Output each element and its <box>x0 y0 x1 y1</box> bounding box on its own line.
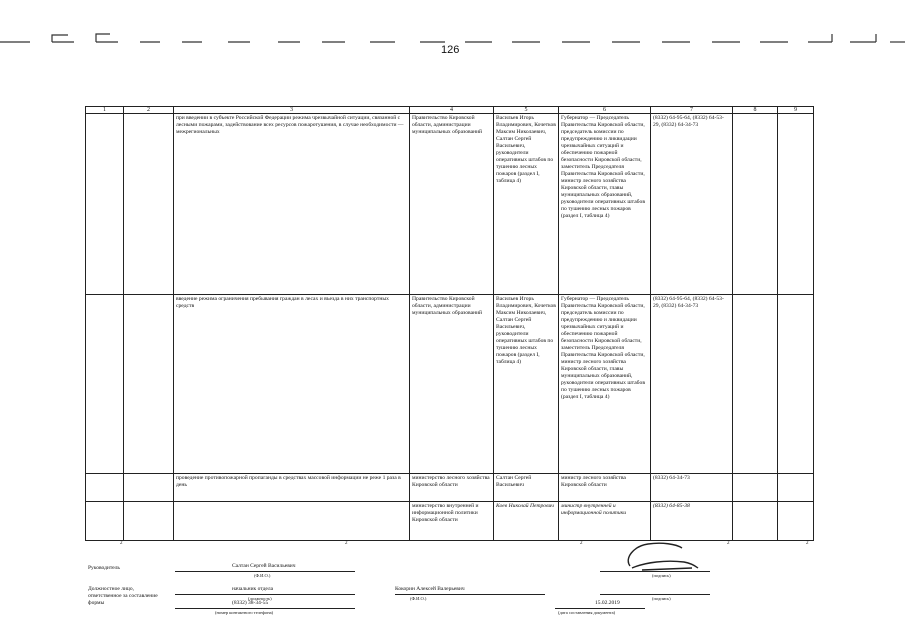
header-cell: 6 <box>559 107 651 114</box>
head-label: Руководитель <box>88 565 120 571</box>
position-cell: министр внутренней и информационной политики <box>559 502 651 541</box>
executor-name-underline <box>395 594 545 595</box>
table-row <box>86 114 814 295</box>
measure-cell <box>174 502 410 541</box>
header-cell: 5 <box>494 107 559 114</box>
head-name-underline <box>175 571 355 572</box>
empty-cell <box>733 295 778 474</box>
head-name-caption: (Ф.И.О.) <box>254 573 271 578</box>
measure-cell: введение режима ограничения пребывания граждан в лесах и въезда в них транспортных средств <box>174 295 410 474</box>
header-cell: 1 <box>86 107 124 114</box>
empty-cell <box>778 474 814 502</box>
empty-cell <box>778 502 814 541</box>
header-cell: 7 <box>651 107 733 114</box>
executor-phone-caption: (номер контактного телефона) <box>215 610 274 615</box>
executor-position-caption: (должность) <box>248 596 272 601</box>
empty-cell <box>778 114 814 295</box>
empty-cell <box>733 114 778 295</box>
executor-name: Кокорин Алексей Валерьевич <box>395 586 465 592</box>
head-signature-underline <box>600 571 710 572</box>
empty-cell <box>733 502 778 541</box>
executor-phone: (8332) 38-34-55 <box>232 600 269 606</box>
measure-cell: проведение противопожарной пропаганды в средствах массовой информации не реже 1 раза в день <box>174 474 410 502</box>
phone-cell: (8332) 64-95-64, (8332) 64-53-29, (8332) 64-34-73 <box>651 114 733 295</box>
empty-cell <box>124 502 174 541</box>
position-cell: Губернатор — Председатель Правительства Кировской области, председатель комиссии по предупреждению и ликвидации чрезвычайных ситуаций и обеспечению пожарной безопасности Кировской области, заместитель Председателя Правительства Кировской области, министр лесного хозяйства Кировской области, главы муниципальных образований, руководители оперативных штабов по тушению лесных пожаров (раздел I, таблица 4) <box>559 114 651 295</box>
row-mark: 2 <box>580 541 583 546</box>
row-mark: 2 <box>806 541 809 546</box>
table-header-row <box>86 107 814 114</box>
document-date-underline <box>555 608 645 609</box>
empty-cell <box>86 114 124 295</box>
page-number: 126 <box>441 44 460 56</box>
empty-cell <box>86 502 124 541</box>
executor-cell: министерство лесного хозяйства Кировской области <box>410 474 494 502</box>
empty-cell <box>124 295 174 474</box>
executor-signature-caption: (подпись) <box>652 596 671 601</box>
empty-cell <box>778 295 814 474</box>
position-cell: министр лесного хозяйства Кировской области <box>559 474 651 502</box>
executor-cell: Правительство Кировской области, администрации муниципальных образований <box>410 295 494 474</box>
executor-position-underline <box>175 594 355 595</box>
empty-cell <box>124 474 174 502</box>
table-row <box>86 502 814 541</box>
executor-label: Должностное лицо, ответственное за составление формы <box>88 586 158 606</box>
empty-cell <box>733 474 778 502</box>
executor-cell: министерство внутренней и информационной политики Кировской области <box>410 502 494 541</box>
executor-name-caption: (Ф.И.О.) <box>410 596 427 601</box>
empty-cell <box>86 295 124 474</box>
responsible-cell: Васильев Игорь Владимирович, Кочетков Максим Николаевич, Салтан Сергей Васильевич, руководители оперативных штабов по тушению лесных пожаров (раздел I, таблица 4) <box>494 114 559 295</box>
measure-cell: при введении в субъекте Российской Федерации режима чрезвычайной ситуации, связанной с лесными пожарами, задействование всех ресурсов пожаротушения, в случае необходимости — межрегиональных <box>174 114 410 295</box>
document-date-caption: (дата составления документа) <box>558 610 616 615</box>
header-cell: 9 <box>778 107 814 114</box>
measures-table <box>85 106 814 541</box>
table-row <box>86 474 814 502</box>
row-mark: 2 <box>727 541 730 546</box>
executor-signature-underline <box>600 594 710 595</box>
header-cell: 2 <box>124 107 174 114</box>
executor-position: начальник отдела <box>232 586 274 592</box>
executor-phone-underline <box>175 608 355 609</box>
head-signature-caption: (подпись) <box>652 573 671 578</box>
empty-cell <box>124 114 174 295</box>
header-cell: 4 <box>410 107 494 114</box>
responsible-cell: Коев Николай Петрович <box>494 502 559 541</box>
responsible-cell: Салтан Сергей Васильевич <box>494 474 559 502</box>
signature-icon <box>622 538 702 574</box>
empty-cell <box>86 474 124 502</box>
header-cell: 3 <box>174 107 410 114</box>
executor-cell: Правительство Кировской области, администрации муниципальных образований <box>410 114 494 295</box>
position-cell: Губернатор — Председатель Правительства Кировской области, председатель комиссии по предупреждению и ликвидации чрезвычайных ситуаций и обеспечению пожарной безопасности Кировской области, заместитель Председателя Правительства Кировской области, министр лесного хозяйства Кировской области, главы муниципальных образований, руководители оперативных штабов по тушению лесных пожаров (раздел I, таблица 4) <box>559 295 651 474</box>
phone-cell: (8332) 64-95-64, (8332) 64-53-29, (8332) 64-34-73 <box>651 295 733 474</box>
phone-cell: (8332) 64-85-38 <box>651 502 733 541</box>
responsible-cell: Васильев Игорь Владимирович, Кочетков Максим Николаевич, Салтан Сергей Васильевич, руководители оперативных штабов по тушению лесных пожаров (раздел I, таблица 4) <box>494 295 559 474</box>
table-row <box>86 295 814 474</box>
phone-cell: (8332) 64-34-73 <box>651 474 733 502</box>
document-date: 15.02.2019 <box>595 600 620 606</box>
header-cell: 8 <box>733 107 778 114</box>
head-name: Салтан Сергей Васильевич <box>232 563 296 569</box>
row-mark: 2 <box>120 541 123 546</box>
row-mark: 2 <box>345 541 348 546</box>
